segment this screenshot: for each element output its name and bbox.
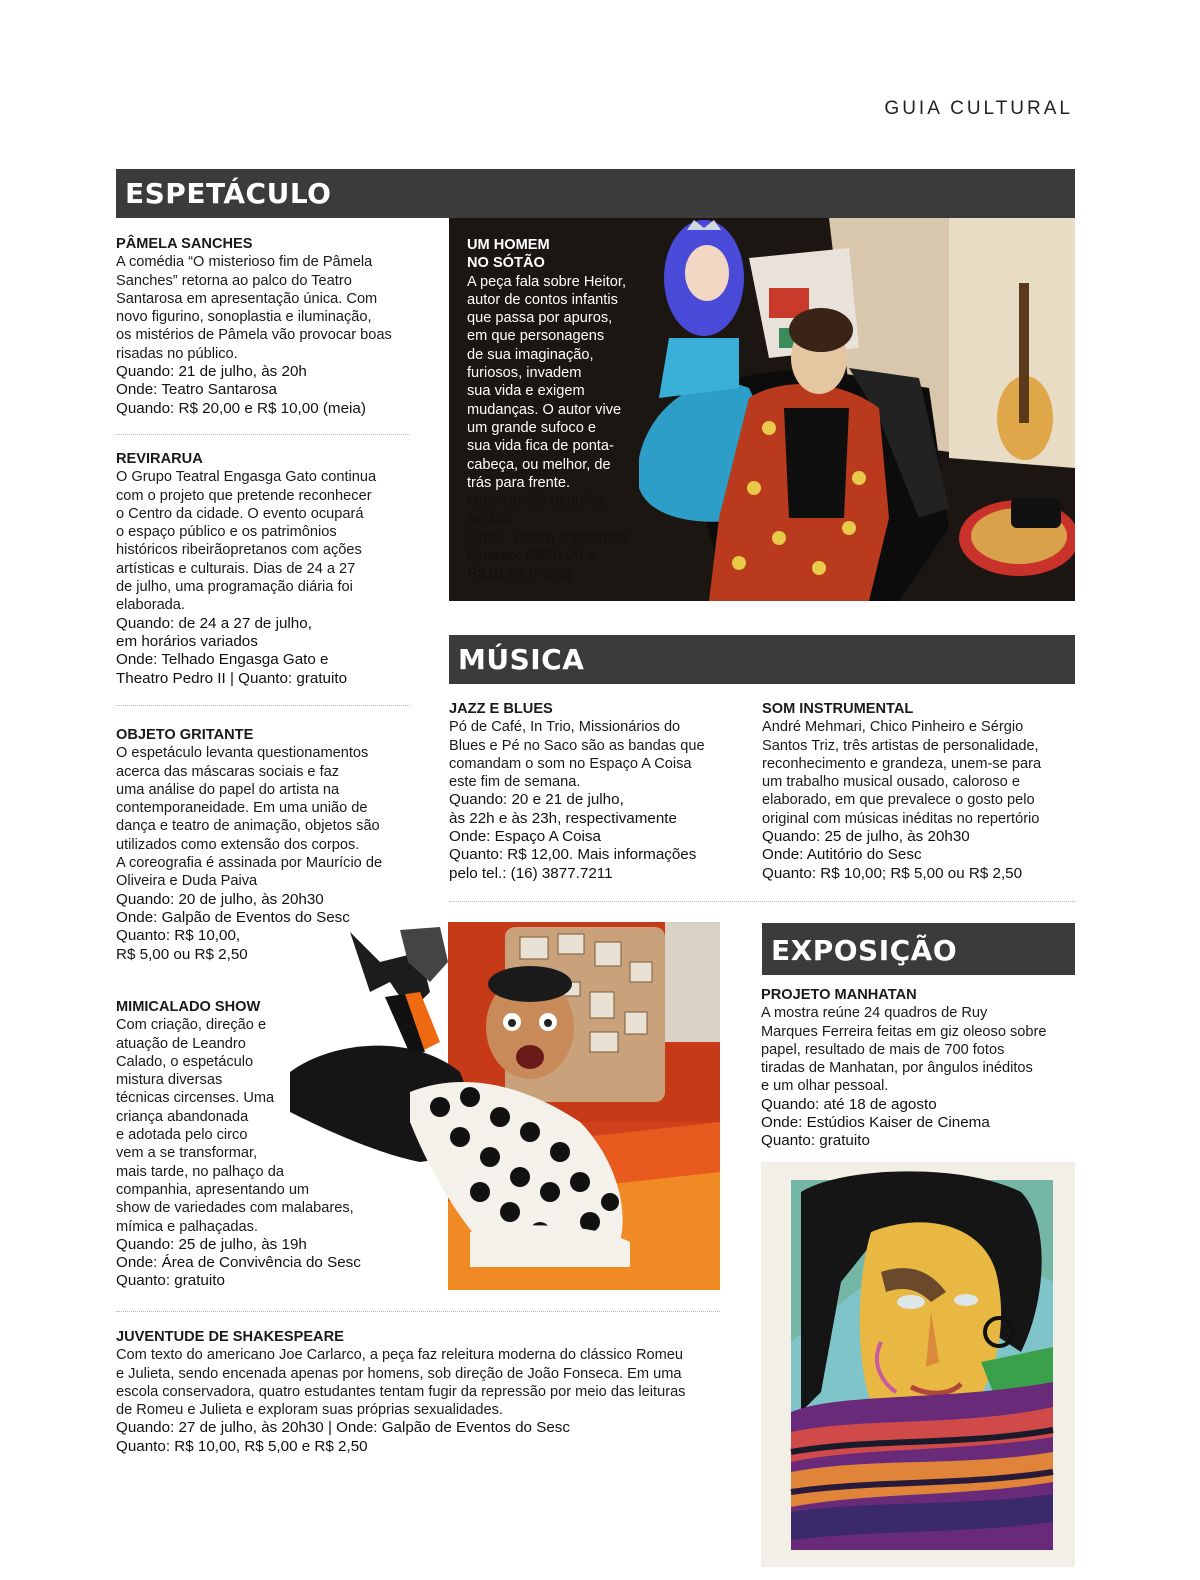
- event-where: Onde: Espaço A Coisa: [449, 828, 601, 846]
- article-body-line: de julho, uma programação diária foi: [116, 579, 353, 596]
- portrait-painting: [761, 1162, 1075, 1567]
- article-body-line: cabeça, ou melhor, de: [467, 456, 611, 473]
- article-body-line: elaborado, em que prevalece o gosto pelo: [762, 792, 1035, 809]
- event-price: Quanto: R$ 12,00. Mais informações: [449, 846, 697, 864]
- article-juventude-de-shakespeare: [116, 1328, 726, 1456]
- section-title: EXPOSIÇÃO: [771, 934, 958, 967]
- article-body-line: Sanches” retorna ao palco do Teatro: [116, 272, 352, 289]
- event-when: Quando: 21 de julho, às 20h: [116, 363, 307, 381]
- article-body-line: Com texto do americano Joe Carlarco, a peça faz releitura moderna do clássico Romeu: [116, 1347, 683, 1364]
- article-body-line: mais tarde, no palhaço da: [116, 1163, 284, 1180]
- article-body-line: em que personagens: [467, 328, 605, 345]
- divider: [116, 1311, 720, 1312]
- article-body-line: utilizados como extensão dos corpos.: [116, 836, 360, 853]
- event-where: Onde: Telhado Engasga Gato e: [116, 651, 329, 669]
- event-where: Onde: Área de Convivência do Sesc: [116, 1254, 361, 1272]
- article-body-line: contemporaneidade. Em uma união de: [116, 800, 368, 817]
- section-title: MÚSICA: [458, 643, 585, 676]
- article-body-line: e Julieta, sendo encenada apenas por homens, sob direção de João Fonseca. Em uma: [116, 1365, 682, 1382]
- article-body-line: dança e teatro de animação, objetos são: [116, 818, 380, 835]
- section-header-exposicao: [762, 923, 1075, 975]
- divider: [449, 901, 1075, 902]
- event-where: Onde: Galpão de Eventos do Sesc: [116, 908, 350, 926]
- event-price: Quanto: R$20,00 e: [467, 547, 596, 565]
- event-when: às 22h e às 23h, respectivamente: [449, 809, 677, 827]
- event-price: Quanto: R$ 10,00, R$ 5,00 e R$ 2,50: [116, 1437, 368, 1455]
- event-when: Quando: 25 de julho, às 20h30: [762, 828, 970, 846]
- article-body-line: vem a se transformar,: [116, 1145, 258, 1162]
- article-body-line: Santos Triz, três artistas de personalidade,: [762, 737, 1039, 754]
- article-body-line: elaborada.: [116, 597, 185, 614]
- divider: [116, 705, 410, 706]
- event-price: Quando: R$ 20,00 e R$ 10,00 (meia): [116, 399, 366, 417]
- article-body-line: O Grupo Teatral Engasga Gato continua: [116, 469, 377, 486]
- article-body-line: os mistérios de Pâmela vão provocar boas: [116, 327, 392, 344]
- running-header: GUIA CULTURAL: [884, 98, 1073, 119]
- article-title: OBJETO GRITANTE: [116, 727, 254, 743]
- article-body-line: históricos ribeirãopretanos com ações: [116, 542, 362, 559]
- event-when: em horários variados: [116, 632, 258, 650]
- event-price: Quanto: gratuito: [116, 1272, 225, 1290]
- article-body-line: uma análise do papel do artista na: [116, 781, 340, 798]
- event-when: Quando: 20 e 21 de julho,: [449, 791, 624, 809]
- event-price: R$10,00 (meia): [467, 565, 572, 583]
- event-where: Onde: Autitório do Sesc: [762, 846, 922, 864]
- article-body-line: que passa por apuros,: [467, 310, 613, 327]
- article-body-line: furiosos, invadem: [467, 365, 582, 382]
- event-where: Theatro Pedro II | Quanto: gratuito: [116, 669, 348, 687]
- article-body-line: André Mehmari, Chico Pinheiro e Sérgio: [762, 719, 1024, 736]
- article-projeto-manhatan: [761, 986, 1079, 1151]
- article-body-line: este fim de semana.: [449, 774, 581, 791]
- article-body-line: escola conservadora, quatro estudantes tentam fugir da repressão por meio das leituras: [116, 1383, 686, 1400]
- article-title: JUVENTUDE DE SHAKESPEARE: [116, 1329, 344, 1345]
- article-revirarua: [116, 450, 416, 688]
- article-body-line: o espaço público e os patrimônios: [116, 524, 337, 541]
- theater-photo: [449, 218, 1075, 601]
- article-body-line: show de variedades com malabares,: [116, 1200, 354, 1217]
- article-title: REVIRARUA: [116, 451, 203, 467]
- article-body-line: e adotada pelo circo: [116, 1127, 248, 1144]
- article-body-line: O espetáculo levanta questionamentos: [116, 745, 369, 762]
- article-body-line: Santarosa em apresentação única. Com: [116, 290, 378, 307]
- article-body-line: mímica e palhaçadas.: [116, 1218, 258, 1235]
- article-body-line: um grande sufoco e: [467, 419, 596, 436]
- article-body-line: papel, resultado de mais de 700 fotos: [761, 1041, 1005, 1058]
- article-title: SOM INSTRUMENTAL: [762, 701, 914, 717]
- article-body-line: técnicas circenses. Uma: [116, 1090, 275, 1107]
- section-title: ESPETÁCULO: [125, 177, 332, 210]
- article-title: UM HOMEM: [467, 237, 550, 253]
- event-price: Quanto: R$ 10,00,: [116, 927, 241, 945]
- article-body-line: Pó de Café, In Trio, Missionários do: [449, 719, 681, 736]
- article-body-line: e um olhar pessoal.: [761, 1078, 889, 1095]
- article-title: MIMICALADO SHOW: [116, 999, 261, 1015]
- section-header-musica: [449, 635, 1075, 684]
- article-title: JAZZ E BLUES: [449, 701, 553, 717]
- divider: [116, 434, 410, 435]
- article-body-line: A peça fala sobre Heitor,: [467, 273, 627, 290]
- event-where: Onde: Teatro Santarosa: [467, 528, 628, 546]
- article-body-line: atuação de Leandro: [116, 1035, 246, 1052]
- event-when: Quando: 25 de julho, às 19h: [116, 1235, 307, 1253]
- article-body-line: A mostra reúne 24 quadros de Ruy: [761, 1005, 988, 1022]
- event-when: Quando: 27 de julho, às 20h30 | Onde: Galpão de Eventos do Sesc: [116, 1419, 570, 1437]
- article-body-line: trás para frente.: [467, 474, 571, 491]
- article-body-line: Com criação, direção e: [116, 1017, 267, 1034]
- event-price: Quanto: R$ 10,00; R$ 5,00 ou R$ 2,50: [762, 864, 1023, 882]
- article-body-line: artísticas e culturais. Dias de 24 a 27: [116, 560, 356, 577]
- article-body-line: mistura diversas: [116, 1072, 223, 1089]
- article-body-line: um trabalho musical ousado, caloroso e: [762, 774, 1020, 791]
- article-body-line: autor de contos infantis: [467, 291, 618, 308]
- article-body-line: mudanças. O autor vive: [467, 401, 622, 418]
- article-jazz-e-blues: [449, 700, 749, 883]
- article-body-line: risadas no público.: [116, 345, 238, 362]
- event-price: R$ 5,00 ou R$ 2,50: [116, 945, 248, 963]
- article-body-line: A coreografia é assinada por Maurício de: [116, 855, 383, 872]
- article-body-line: acerca das máscaras sociais e faz: [116, 763, 340, 780]
- article-pamela-sanches: [116, 235, 416, 418]
- article-title: NO SÓTÃO: [467, 255, 545, 272]
- event-when: Quando: de 24 a 27 de julho,: [116, 614, 312, 632]
- event-where: Onde: Estúdios Kaiser de Cinema: [761, 1114, 990, 1132]
- article-body-line: de Romeu e Julieta e exploram suas próprias sexualidades.: [116, 1402, 503, 1419]
- photo-caption-um-homem-no-sotao: [467, 236, 667, 584]
- event-when: Quando: 22 de julho,: [467, 492, 609, 510]
- article-body-line: Oliveira e Duda Paiva: [116, 873, 258, 890]
- article-body-line: novo figurino, sonoplastia e iluminação,: [116, 309, 372, 326]
- article-body-line: Blues e Pé no Saco são as bandas que: [449, 737, 705, 754]
- event-when: Quando: até 18 de agosto: [761, 1095, 937, 1113]
- article-body-line: original com músicas inéditas no repertório: [762, 810, 1040, 827]
- article-som-instrumental: [762, 700, 1077, 883]
- article-body-line: de sua imaginação,: [467, 346, 594, 363]
- article-title: PÂMELA SANCHES: [116, 236, 253, 252]
- event-price: Quanto: gratuito: [761, 1132, 870, 1150]
- article-body-line: sua vida e exigem: [467, 383, 585, 400]
- article-mimicalado-show: [116, 998, 406, 1291]
- article-body-line: A comédia “O misterioso fim de Pâmela: [116, 254, 373, 271]
- section-header-espetaculo: [116, 169, 1075, 218]
- article-body-line: companhia, apresentando um: [116, 1181, 310, 1198]
- article-body-line: sua vida fica de ponta-: [467, 438, 614, 455]
- article-body-line: criança abandonada: [116, 1108, 249, 1125]
- article-body-line: Calado, o espetáculo: [116, 1053, 254, 1070]
- article-body-line: com o projeto que pretende reconhecer: [116, 487, 372, 504]
- article-body-line: o Centro da cidade. O evento ocupará: [116, 505, 364, 522]
- event-where: Onde: Teatro Santarosa: [116, 381, 277, 399]
- article-body-line: comandam o som no Espaço A Coisa: [449, 755, 692, 772]
- article-body-line: reconhecimento e grandeza, unem-se para: [762, 755, 1042, 772]
- event-when: às 16h: [467, 510, 513, 528]
- article-title: PROJETO MANHATAN: [761, 987, 917, 1003]
- article-body-line: tiradas de Manhatan, por ângulos inéditos: [761, 1060, 1033, 1077]
- event-price: pelo tel.: (16) 3877.7211: [449, 864, 613, 882]
- event-when: Quando: 20 de julho, às 20h30: [116, 890, 324, 908]
- painting-image: [761, 1162, 1075, 1567]
- article-body-line: Marques Ferreira feitas em giz oleoso sobre: [761, 1023, 1047, 1040]
